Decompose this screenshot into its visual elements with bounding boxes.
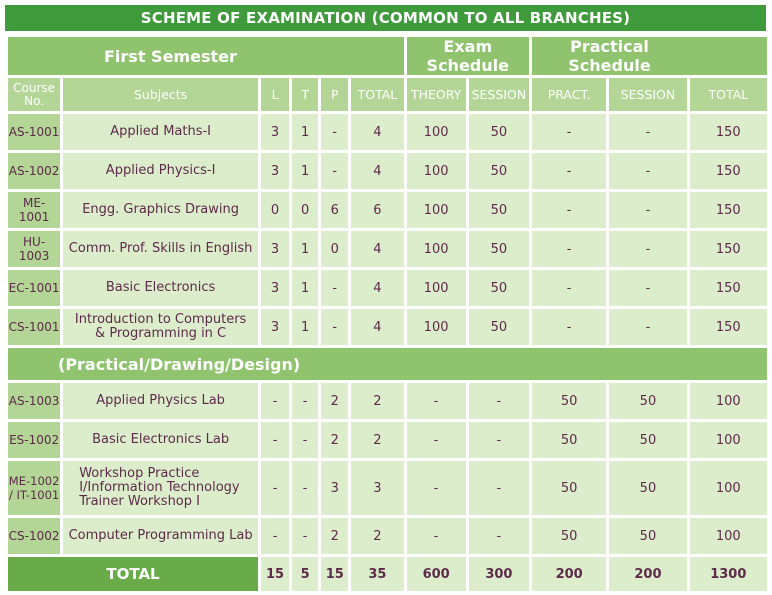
cell-pract: - [532, 192, 606, 228]
subject-name: Applied Physics-I [63, 153, 258, 189]
cell-P: - [321, 270, 348, 306]
cell-psession: 50 [609, 422, 686, 458]
scheme-table [5, 34, 770, 594]
cell-grand: 150 [690, 192, 767, 228]
cell-P: 2 [321, 518, 348, 554]
cell-L: - [261, 422, 289, 458]
cell-grand: 150 [690, 231, 767, 267]
cell-pract: - [532, 270, 606, 306]
cell-session: 50 [469, 309, 529, 345]
table-row [8, 383, 767, 419]
cell-grand: 100 [690, 461, 767, 515]
cell-total: 6 [351, 192, 403, 228]
cell-T: 0 [292, 192, 318, 228]
page-title: SCHEME OF EXAMINATION (COMMON TO ALL BRANCHES) [5, 5, 766, 31]
cell-L: 0 [261, 192, 289, 228]
cell-session: 50 [469, 153, 529, 189]
cell-psession: - [609, 270, 686, 306]
cell-T: 1 [292, 231, 318, 267]
column-p: P [321, 78, 348, 111]
column-subjects: Subjects [63, 78, 258, 111]
table-row [8, 270, 767, 306]
cell-theory: - [407, 422, 466, 458]
cell-psession: - [609, 231, 686, 267]
cell-session: - [469, 422, 529, 458]
cell-session: 50 [469, 114, 529, 150]
subject-name: Basic Electronics Lab [63, 422, 258, 458]
total-theory: 600 [407, 557, 466, 591]
course-code: AS-1003 [8, 383, 60, 419]
cell-T: 1 [292, 309, 318, 345]
cell-session: 50 [469, 231, 529, 267]
cell-grand: 150 [690, 309, 767, 345]
column-course-no: Course No. [8, 78, 60, 111]
column-total: TOTAL [351, 78, 403, 111]
cell-P: - [321, 114, 348, 150]
column-l: L [261, 78, 289, 111]
cell-psession: - [609, 114, 686, 150]
total-pract: 200 [532, 557, 606, 591]
cell-L: 3 [261, 231, 289, 267]
cell-total: 2 [351, 383, 403, 419]
cell-T: 1 [292, 114, 318, 150]
cell-pract: - [532, 153, 606, 189]
cell-psession: 50 [609, 383, 686, 419]
cell-pract: 50 [532, 461, 606, 515]
subject-name: Comm. Prof. Skills in English [63, 231, 258, 267]
cell-grand: 150 [690, 153, 767, 189]
course-code: ME-1001 [8, 192, 60, 228]
subject-name: Applied Maths-I [63, 114, 258, 150]
cell-psession: 50 [609, 518, 686, 554]
column-grand-total: TOTAL [690, 78, 767, 111]
practical-schedule-heading: Practical Schedule [532, 37, 767, 75]
cell-pract: - [532, 231, 606, 267]
cell-grand: 100 [690, 422, 767, 458]
column-theory: THEORY [407, 78, 466, 111]
table-row [8, 422, 767, 458]
cell-P: 6 [321, 192, 348, 228]
cell-total: 4 [351, 153, 403, 189]
column-practical-session: SESSION [609, 78, 686, 111]
cell-pract: 50 [532, 518, 606, 554]
cell-total: 4 [351, 270, 403, 306]
cell-L: - [261, 461, 289, 515]
cell-total: 2 [351, 518, 403, 554]
cell-total: 2 [351, 422, 403, 458]
cell-T: - [292, 461, 318, 515]
practical-section-heading: (Practical/Drawing/Design) [8, 348, 767, 380]
column-header-row [8, 78, 767, 111]
cell-total: 4 [351, 114, 403, 150]
table-row [8, 518, 767, 554]
course-code: HU-1003 [8, 231, 60, 267]
cell-psession: - [609, 153, 686, 189]
course-code: ME-1002 / IT-1001 [8, 461, 60, 515]
cell-session: - [469, 518, 529, 554]
cell-grand: 100 [690, 518, 767, 554]
course-code: CS-1001 [8, 309, 60, 345]
table-row [8, 231, 767, 267]
course-code: AS-1001 [8, 114, 60, 150]
cell-P: 3 [321, 461, 348, 515]
course-code: ES-1002 [8, 422, 60, 458]
cell-L: - [261, 383, 289, 419]
course-code: EC-1001 [8, 270, 60, 306]
table-row [8, 192, 767, 228]
course-code: AS-1002 [8, 153, 60, 189]
cell-pract: - [532, 114, 606, 150]
cell-P: 2 [321, 383, 348, 419]
cell-psession: - [609, 309, 686, 345]
cell-theory: 100 [407, 114, 466, 150]
cell-theory: - [407, 383, 466, 419]
cell-T: 1 [292, 153, 318, 189]
cell-T: - [292, 383, 318, 419]
cell-session: - [469, 383, 529, 419]
total-psession: 200 [609, 557, 686, 591]
totals-row [8, 557, 767, 591]
cell-pract: 50 [532, 422, 606, 458]
semester-heading: First Semester [8, 37, 404, 75]
cell-grand: 100 [690, 383, 767, 419]
practical-section-row [8, 348, 767, 380]
cell-psession: 50 [609, 461, 686, 515]
cell-T: - [292, 422, 318, 458]
total-P: 15 [321, 557, 348, 591]
cell-L: 3 [261, 114, 289, 150]
total-grand: 1300 [690, 557, 767, 591]
cell-total: 4 [351, 309, 403, 345]
cell-L: - [261, 518, 289, 554]
cell-grand: 150 [690, 270, 767, 306]
table-row [8, 153, 767, 189]
cell-theory: 100 [407, 192, 466, 228]
header-band-row [8, 37, 767, 75]
cell-theory: 100 [407, 231, 466, 267]
totals-label: TOTAL [8, 557, 258, 591]
cell-theory: - [407, 518, 466, 554]
cell-pract: - [532, 309, 606, 345]
table-row [8, 461, 767, 515]
cell-theory: - [407, 461, 466, 515]
table-row [8, 309, 767, 345]
cell-L: 3 [261, 309, 289, 345]
column-t: T [292, 78, 318, 111]
table-row [8, 114, 767, 150]
total-L: 15 [261, 557, 289, 591]
subject-name: Engg. Graphics Drawing [63, 192, 258, 228]
subject-name: Workshop Practice I/Information Technology Trainer Workshop I [63, 461, 258, 515]
cell-session: 50 [469, 192, 529, 228]
cell-P: 2 [321, 422, 348, 458]
cell-session: 50 [469, 270, 529, 306]
cell-theory: 100 [407, 309, 466, 345]
subject-name: Applied Physics Lab [63, 383, 258, 419]
column-pract: PRACT. [532, 78, 606, 111]
cell-total: 4 [351, 231, 403, 267]
cell-session: - [469, 461, 529, 515]
cell-P: - [321, 309, 348, 345]
cell-L: 3 [261, 153, 289, 189]
total-session: 300 [469, 557, 529, 591]
cell-pract: 50 [532, 383, 606, 419]
cell-L: 3 [261, 270, 289, 306]
exam-schedule-heading: Exam Schedule [407, 37, 529, 75]
cell-total: 3 [351, 461, 403, 515]
cell-grand: 150 [690, 114, 767, 150]
subject-name: Basic Electronics [63, 270, 258, 306]
cell-P: - [321, 153, 348, 189]
column-session: SESSION [469, 78, 529, 111]
subject-name: Computer Programming Lab [63, 518, 258, 554]
cell-theory: 100 [407, 270, 466, 306]
total-total: 35 [351, 557, 403, 591]
subject-name: Introduction to Computers & Programming in C [63, 309, 258, 345]
cell-theory: 100 [407, 153, 466, 189]
cell-psession: - [609, 192, 686, 228]
cell-T: 1 [292, 270, 318, 306]
course-code: CS-1002 [8, 518, 60, 554]
cell-P: 0 [321, 231, 348, 267]
cell-T: - [292, 518, 318, 554]
total-T: 5 [292, 557, 318, 591]
